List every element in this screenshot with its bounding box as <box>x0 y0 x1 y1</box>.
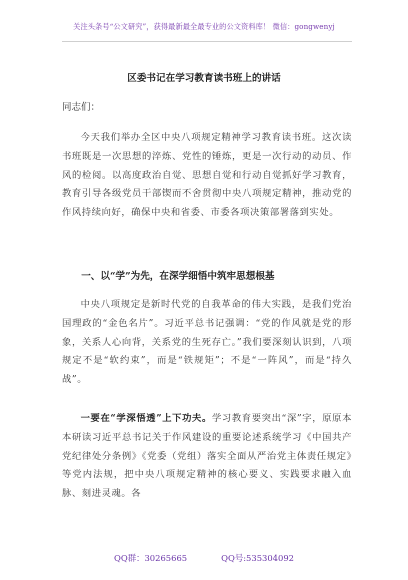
paragraph-point-1 <box>62 410 352 504</box>
point-1-lead: 一要在“学深悟透”上下功夫。 <box>80 413 212 424</box>
paragraph-intro: 今天我们举办全区中央八项规定精神学习教育读书班。这次读书班既是一次思想的淬炼、党性的锤炼，更是一次行动的动员、作风的检阅。以高度政治自觉、思想自觉和行动自觉抓好学习教育，教育引导各级党员干部锲而不舍贯彻中央八项规定精神，推动党的作风持续向好，确保中央和省委、市委各项决策部署落到实处。 <box>62 132 352 219</box>
footer-contact <box>0 552 408 564</box>
footer-qq: QQ号:535304092 <box>221 553 294 563</box>
point-1-body: 学习教育要突出“深”字，原原本本研读习近平总书记关于作风建设的重要论述系统学习《中国共产党纪律处分条例》《党委（党组）落实全面从严治党主体责任规定》等党内法规，把中央八项规定精神的核心要义、实践要求融入血脉、刻进灵魂。各 <box>62 413 352 500</box>
section-heading-1: 一、以“学”为先，在深学细悟中筑牢思想根基 <box>81 271 275 282</box>
header-divider <box>62 41 352 42</box>
footer-qq-group: QQ群：30265665 <box>114 553 188 563</box>
header-banner: 关注头条号“公文研究”，获得最新最全最专业的公文资料库！ 微信：gongwenyj <box>73 22 335 31</box>
salutation: 同志们： <box>62 102 101 113</box>
paragraph-section-1: 中央八项规定是新时代党的自我革命的伟大实践，是我们党治国理政的“金色名片”。习近平总书记强调：“党的作风就是党的形象，关系人心向背，关系党的生死存亡。”我们要深刻认识到，八项规定不是“软约束”，而是“铁规矩”；不是“一阵风”，而是“持久战”。 <box>62 299 352 386</box>
document-title: 区委书记在学习教育读书班上的讲话 <box>127 73 281 84</box>
